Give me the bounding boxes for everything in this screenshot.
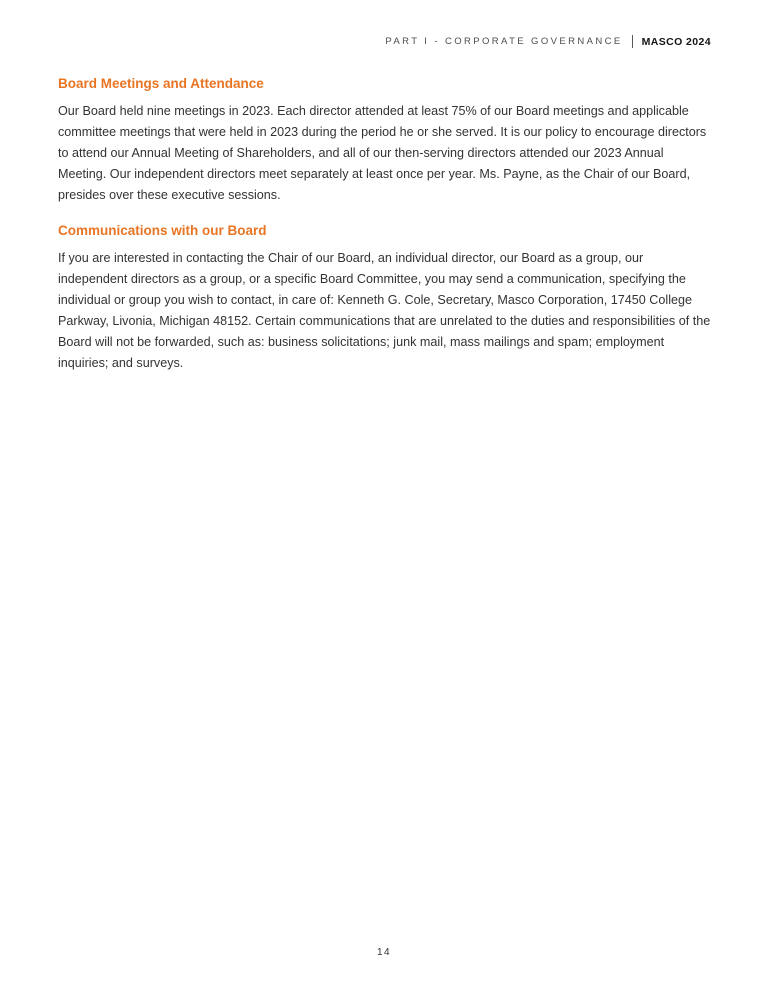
section-heading-board-meetings: Board Meetings and Attendance [58, 76, 264, 91]
page-header [58, 35, 711, 48]
part-label: PART I - CORPORATE GOVERNANCE [385, 36, 623, 47]
brand-label: MASCO 2024 [641, 35, 711, 48]
header-divider [632, 35, 633, 48]
page-content [58, 76, 711, 374]
page-number: 14 [376, 947, 392, 958]
section-body-communications: If you are interested in contacting the Chair of our Board, an individual director, our Board as a group, our independent directors as a group, or a specific Board Committee, you may send a communication, specifying the individual or group you wish to contact, in care of: Kenneth G. Cole, Secretary, Masco Corporation, 17450 College Parkway, Livonia, Michigan 48152. Certain communications that are unrelated to the duties and responsibilities of the Board will not be forwarded, such as: business solicitations; junk mail, mass mailings and spam; employment inquiries; and surveys. [58, 251, 711, 371]
section-heading-communications: Communications with our Board [58, 223, 267, 239]
section-board-meetings [58, 76, 711, 206]
page-footer [0, 942, 768, 960]
section-body-board-meetings: Our Board held nine meetings in 2023. Each director attended at least 75% of our Board meetings and applicable committee meetings that were held in 2023 during the period he or she served. It is our policy to encourage directors to attend our Annual Meeting of Shareholders, and all of our then-serving directors attended our 2023 Annual Meeting. Our independent directors meet separately at least once per year. Ms. Payne, as the Chair of our Board, presides over these executive sessions. [58, 104, 707, 203]
section-communications [58, 223, 711, 374]
